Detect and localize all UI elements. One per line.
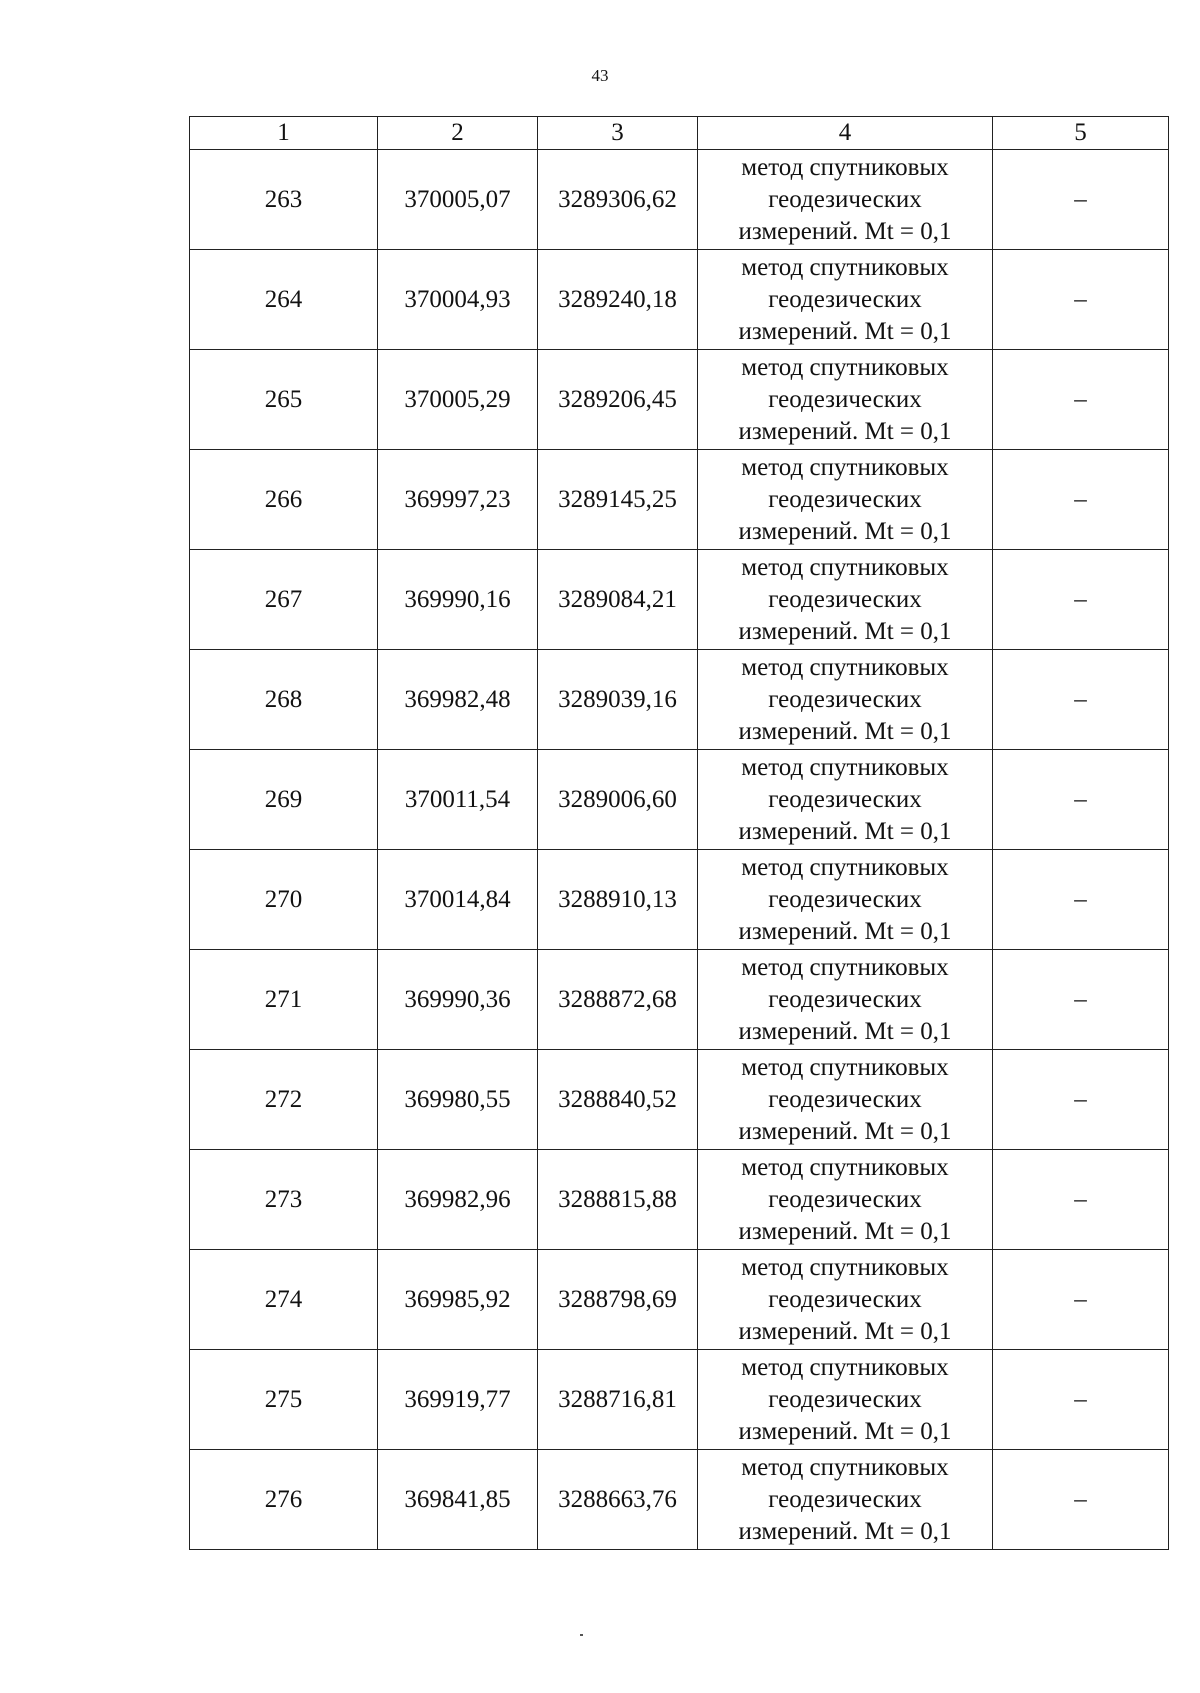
- method-line: метод спутниковых: [741, 753, 949, 781]
- x-coordinate-cell: 370005,29: [378, 350, 538, 450]
- point-number-cell: 267: [190, 550, 378, 650]
- y-coordinate-cell: 3288663,76: [538, 1450, 698, 1550]
- column-header: 4: [698, 117, 993, 150]
- note-cell: –: [993, 550, 1169, 650]
- note-cell: –: [993, 450, 1169, 550]
- method-line: измерений. Mt = 0,1: [738, 1317, 952, 1345]
- table-row: [190, 1150, 1169, 1250]
- y-coordinate-cell: 3288840,52: [538, 1050, 698, 1150]
- column-header: 2: [378, 117, 538, 150]
- scan-speck: [580, 1634, 583, 1636]
- point-number-cell: 274: [190, 1250, 378, 1350]
- x-coordinate-cell: 369841,85: [378, 1450, 538, 1550]
- point-number-cell: 268: [190, 650, 378, 750]
- method-line: геодезических: [768, 685, 922, 713]
- x-coordinate-cell: 369990,16: [378, 550, 538, 650]
- point-number-cell: 264: [190, 250, 378, 350]
- table-row: [190, 1250, 1169, 1350]
- method-line: метод спутниковых: [741, 253, 949, 281]
- method-cell: [698, 1250, 993, 1350]
- x-coordinate-cell: 369997,23: [378, 450, 538, 550]
- table-header: [190, 117, 1169, 150]
- x-coordinate-cell: 370004,93: [378, 250, 538, 350]
- method-line: метод спутниковых: [741, 453, 949, 481]
- table-row: [190, 250, 1169, 350]
- point-number-cell: 265: [190, 350, 378, 450]
- x-coordinate-cell: 370011,54: [378, 750, 538, 850]
- header-row: [190, 117, 1169, 150]
- point-number-cell: 270: [190, 850, 378, 950]
- method-cell: [698, 1350, 993, 1450]
- method-cell: [698, 650, 993, 750]
- y-coordinate-cell: 3288716,81: [538, 1350, 698, 1450]
- method-cell: [698, 550, 993, 650]
- method-cell: [698, 250, 993, 350]
- y-coordinate-cell: 3289206,45: [538, 350, 698, 450]
- y-coordinate-cell: 3289240,18: [538, 250, 698, 350]
- method-cell: [698, 1450, 993, 1550]
- y-coordinate-cell: 3289306,62: [538, 150, 698, 250]
- method-cell: [698, 450, 993, 550]
- method-line: геодезических: [768, 285, 922, 313]
- method-line: метод спутниковых: [741, 1053, 949, 1081]
- note-cell: –: [993, 1450, 1169, 1550]
- note-cell: –: [993, 650, 1169, 750]
- method-line: метод спутниковых: [741, 1153, 949, 1181]
- method-cell: [698, 350, 993, 450]
- method-line: метод спутниковых: [741, 1253, 949, 1281]
- table-row: [190, 350, 1169, 450]
- column-header: 1: [190, 117, 378, 150]
- method-line: геодезических: [768, 1185, 922, 1213]
- note-cell: –: [993, 1250, 1169, 1350]
- method-line: метод спутниковых: [741, 153, 949, 181]
- y-coordinate-cell: 3289006,60: [538, 750, 698, 850]
- method-line: измерений. Mt = 0,1: [738, 617, 952, 645]
- method-line: геодезических: [768, 185, 922, 213]
- method-line: измерений. Mt = 0,1: [738, 417, 952, 445]
- table-row: [190, 150, 1169, 250]
- method-line: метод спутниковых: [741, 853, 949, 881]
- method-line: геодезических: [768, 585, 922, 613]
- table-row: [190, 1350, 1169, 1450]
- method-line: геодезических: [768, 1285, 922, 1313]
- method-cell: [698, 950, 993, 1050]
- method-line: измерений. Mt = 0,1: [738, 1217, 952, 1245]
- note-cell: –: [993, 1150, 1169, 1250]
- y-coordinate-cell: 3289145,25: [538, 450, 698, 550]
- x-coordinate-cell: 369919,77: [378, 1350, 538, 1450]
- note-cell: –: [993, 250, 1169, 350]
- x-coordinate-cell: 370014,84: [378, 850, 538, 950]
- point-number-cell: 263: [190, 150, 378, 250]
- x-coordinate-cell: 369985,92: [378, 1250, 538, 1350]
- method-line: измерений. Mt = 0,1: [738, 1017, 952, 1045]
- method-line: метод спутниковых: [741, 353, 949, 381]
- method-cell: [698, 750, 993, 850]
- note-cell: –: [993, 1350, 1169, 1450]
- method-line: геодезических: [768, 785, 922, 813]
- method-cell: [698, 1150, 993, 1250]
- table-row: [190, 750, 1169, 850]
- column-header: 5: [993, 117, 1169, 150]
- coordinates-table: [189, 116, 1169, 1550]
- method-line: геодезических: [768, 1485, 922, 1513]
- y-coordinate-cell: 3288872,68: [538, 950, 698, 1050]
- method-line: измерений. Mt = 0,1: [738, 317, 952, 345]
- table-body: [190, 150, 1169, 1550]
- method-line: измерений. Mt = 0,1: [738, 1417, 952, 1445]
- method-line: измерений. Mt = 0,1: [738, 917, 952, 945]
- method-cell: [698, 1050, 993, 1150]
- y-coordinate-cell: 3289084,21: [538, 550, 698, 650]
- note-cell: –: [993, 950, 1169, 1050]
- note-cell: –: [993, 350, 1169, 450]
- point-number-cell: 271: [190, 950, 378, 1050]
- table-row: [190, 1450, 1169, 1550]
- column-header: 3: [538, 117, 698, 150]
- method-line: измерений. Mt = 0,1: [738, 1517, 952, 1545]
- method-line: измерений. Mt = 0,1: [738, 817, 952, 845]
- table-row: [190, 650, 1169, 750]
- method-line: метод спутниковых: [741, 953, 949, 981]
- y-coordinate-cell: 3288815,88: [538, 1150, 698, 1250]
- method-line: метод спутниковых: [741, 553, 949, 581]
- method-line: геодезических: [768, 385, 922, 413]
- y-coordinate-cell: 3288798,69: [538, 1250, 698, 1350]
- x-coordinate-cell: 370005,07: [378, 150, 538, 250]
- point-number-cell: 276: [190, 1450, 378, 1550]
- point-number-cell: 275: [190, 1350, 378, 1450]
- method-line: геодезических: [768, 485, 922, 513]
- method-line: геодезических: [768, 985, 922, 1013]
- table-row: [190, 950, 1169, 1050]
- method-cell: [698, 850, 993, 950]
- method-line: метод спутниковых: [741, 653, 949, 681]
- note-cell: –: [993, 1050, 1169, 1150]
- x-coordinate-cell: 369980,55: [378, 1050, 538, 1150]
- method-line: измерений. Mt = 0,1: [738, 717, 952, 745]
- note-cell: –: [993, 750, 1169, 850]
- x-coordinate-cell: 369982,96: [378, 1150, 538, 1250]
- x-coordinate-cell: 369990,36: [378, 950, 538, 1050]
- x-coordinate-cell: 369982,48: [378, 650, 538, 750]
- point-number-cell: 269: [190, 750, 378, 850]
- method-line: метод спутниковых: [741, 1353, 949, 1381]
- method-line: геодезических: [768, 885, 922, 913]
- y-coordinate-cell: 3288910,13: [538, 850, 698, 950]
- method-line: измерений. Mt = 0,1: [738, 217, 952, 245]
- table-row: [190, 850, 1169, 950]
- table-row: [190, 1050, 1169, 1150]
- method-cell: [698, 150, 993, 250]
- note-cell: –: [993, 150, 1169, 250]
- method-line: измерений. Mt = 0,1: [738, 1117, 952, 1145]
- point-number-cell: 272: [190, 1050, 378, 1150]
- table-row: [190, 450, 1169, 550]
- page-number: 43: [591, 66, 609, 85]
- point-number-cell: 266: [190, 450, 378, 550]
- y-coordinate-cell: 3289039,16: [538, 650, 698, 750]
- method-line: геодезических: [768, 1385, 922, 1413]
- point-number-cell: 273: [190, 1150, 378, 1250]
- table-row: [190, 550, 1169, 650]
- note-cell: –: [993, 850, 1169, 950]
- method-line: метод спутниковых: [741, 1453, 949, 1481]
- method-line: измерений. Mt = 0,1: [738, 517, 952, 545]
- method-line: геодезических: [768, 1085, 922, 1113]
